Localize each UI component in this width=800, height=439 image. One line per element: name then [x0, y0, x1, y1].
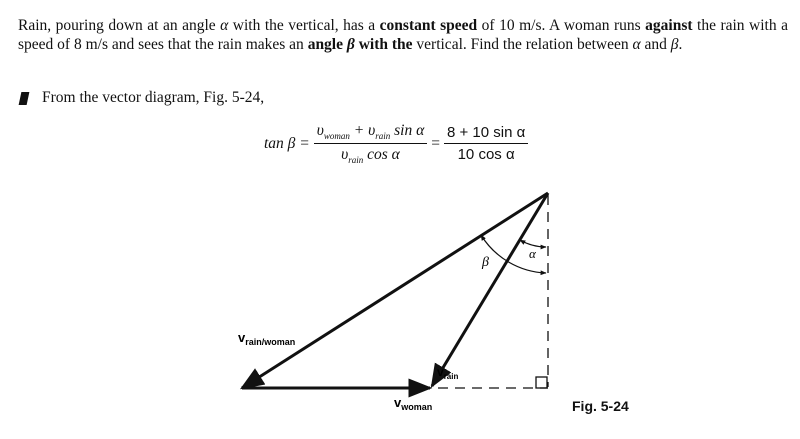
subscript-rain: rain — [348, 155, 364, 166]
numerator-end: sin α — [390, 122, 425, 139]
problem-text: the rain with a speed of 8 m/s and sees that the rain makes an — [18, 17, 788, 53]
numerator-mid: + υ — [349, 122, 376, 139]
label-rain-woman-v: v — [238, 330, 246, 345]
label-rain-woman — [238, 330, 295, 347]
vector-rain — [432, 193, 548, 386]
problem-text: vertical. Find the relation between — [412, 36, 633, 53]
subscript-rain: rain — [375, 131, 391, 142]
symbol-beta: β — [670, 36, 679, 53]
label-woman-v: v — [394, 395, 402, 410]
beta-arc — [481, 235, 546, 273]
symbol-beta: β — [346, 36, 355, 53]
problem-emphasis: angle — [307, 36, 343, 53]
problem-emphasis: with the — [354, 36, 413, 53]
label-rain-sub: rain — [443, 372, 459, 381]
problem-text: . — [678, 36, 683, 53]
right-angle-marker — [536, 377, 547, 388]
problem-text: of 10 m/s. A woman runs — [477, 17, 646, 34]
subscript-woman: woman — [323, 131, 350, 142]
label-woman — [394, 395, 432, 412]
vector-rain-woman — [242, 193, 548, 388]
problem-emphasis: against — [645, 17, 693, 34]
fraction-2-denominator: 10 cos α — [457, 146, 515, 164]
denominator-end: cos α — [363, 146, 400, 164]
symbol-alpha: α — [220, 17, 229, 34]
problem-text: Rain, pouring down at an angle — [18, 17, 221, 34]
label-woman-sub: woman — [401, 402, 433, 412]
label-rain-v: v — [437, 365, 444, 379]
symbol-alpha: α — [632, 36, 641, 53]
label-alpha: α — [529, 246, 536, 261]
equation-lhs: tan β = — [264, 134, 310, 152]
problem-emphasis: constant speed — [379, 17, 478, 34]
upsilon-symbol: υ — [316, 122, 324, 139]
problem-text: with the vertical, has a — [228, 17, 380, 34]
fraction-2-numerator: 8 + 10 sin α — [444, 124, 528, 144]
label-rain — [437, 365, 458, 381]
upsilon-symbol: υ — [341, 146, 349, 164]
label-beta: β — [482, 255, 489, 270]
problem-text: and — [640, 36, 671, 53]
figure-caption: Fig. 5-24 — [572, 398, 629, 414]
equals-sign: = — [431, 134, 440, 152]
solution-intro: From the vector diagram, Fig. 5-24, — [42, 89, 265, 106]
label-rain-woman-sub: rain/woman — [245, 337, 296, 347]
